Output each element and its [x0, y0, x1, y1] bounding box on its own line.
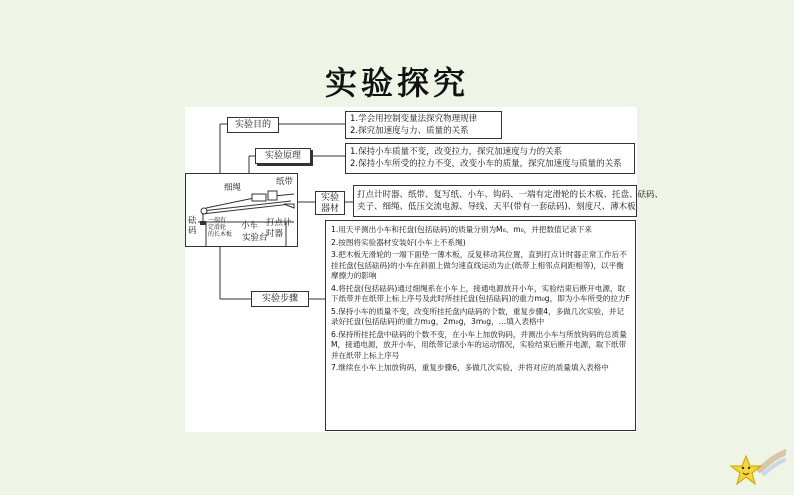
principle-item-1: 1.保持小车质量不变，改变拉力，探究加速度与力的关系	[350, 147, 563, 157]
purpose-item-1: 1.学会用控制变量法探究物理规律	[350, 114, 478, 124]
experiment-panel	[185, 107, 664, 432]
timer-label: 打点计 时器	[266, 218, 292, 239]
steps-box	[325, 220, 636, 431]
principle-box	[345, 143, 635, 174]
step-4: 4.将托盘(包括砝码)通过细绳系在小车上，接通电源放开小车，实验结束后断开电源，取下纸带并在纸带上标上序号及此时所挂托盘(包括砝码)的重力m₀g，即为小车所受的拉力F	[331, 283, 630, 303]
purpose-box	[345, 111, 502, 139]
wedge-icon	[284, 204, 294, 208]
purpose-label: 实验目的	[227, 117, 279, 133]
equipment-line-2: 夹子、细绳、低压交流电源、导线、天平(带有一套砝码)、刻度尺、薄木板	[357, 202, 636, 212]
step-2: 2.按图将实验器材安装好(小车上不系绳)	[331, 237, 466, 247]
weight-icon	[200, 221, 206, 225]
apparatus-diagram	[185, 173, 298, 247]
equipment-box	[353, 185, 664, 217]
step-5: 5.保持小车的质量不变，改变所挂托盘内砝码的个数，重复步骤4，多做几次实验，并记录好托盘(包括砝码)的重力m₁g，2m₀g，3m₀g，…填入表格中	[331, 306, 625, 326]
equipment-label: 实验 器材	[315, 191, 345, 215]
page-title: 实验探究	[324, 64, 469, 102]
timer-icon	[268, 191, 277, 200]
tape-label: 纸带	[276, 177, 294, 187]
cart-icon	[252, 194, 266, 201]
pulley-icon	[201, 208, 207, 214]
equipment-line-1: 打点计时器、纸带、复写纸、小车、钩码、一端有定滑轮的长木板、托盘、砝码、	[357, 190, 664, 200]
step-7: 7.继续在小车上加放钩码，重复步骤6，多做几次实验，并将对应的质量填入表格中	[331, 363, 609, 372]
steps-label: 实验步骤	[251, 291, 309, 307]
step-1: 1.用天平测出小车和托盘(包括砝码)的质量分别为M₀、m₀，并把数值记录下来	[331, 225, 593, 234]
table-label: 实验台	[242, 233, 268, 243]
step-6: 6.保持所挂托盘中砝码的个数不变，在小车上加放钩码，并测出小车与所放钩码的总质量M，接通电源，放开小车，用纸带记录小车的运动情况，实验结束后断开电源，取下纸带并在纸带上标上序号	[331, 329, 627, 360]
step-3: 3.把木板无滑轮的一端下面垫一薄木板，反复移动其位置，直到打点计时器正常工作后不挂托盘(包括砝码)的小车在斜面上做匀速直线运动为止(纸带上相邻点间距相等)，以平衡摩擦力的影响	[331, 250, 627, 280]
cart-label: 小车	[241, 221, 259, 231]
weight-label: 砝 码	[188, 216, 197, 236]
principle-item-2: 2.保持小车所受的拉力不变，改变小车的质量，探究加速度与质量的关系	[350, 159, 622, 169]
principle-label: 实验原理	[255, 148, 311, 164]
rope-label: 细绳	[224, 183, 242, 193]
purpose-item-2: 2.探究加速度与力、质量的关系	[350, 126, 469, 136]
board-label: 一端有 定滑轮 的长木板	[208, 217, 233, 238]
star-decoration-icon	[730, 448, 786, 490]
